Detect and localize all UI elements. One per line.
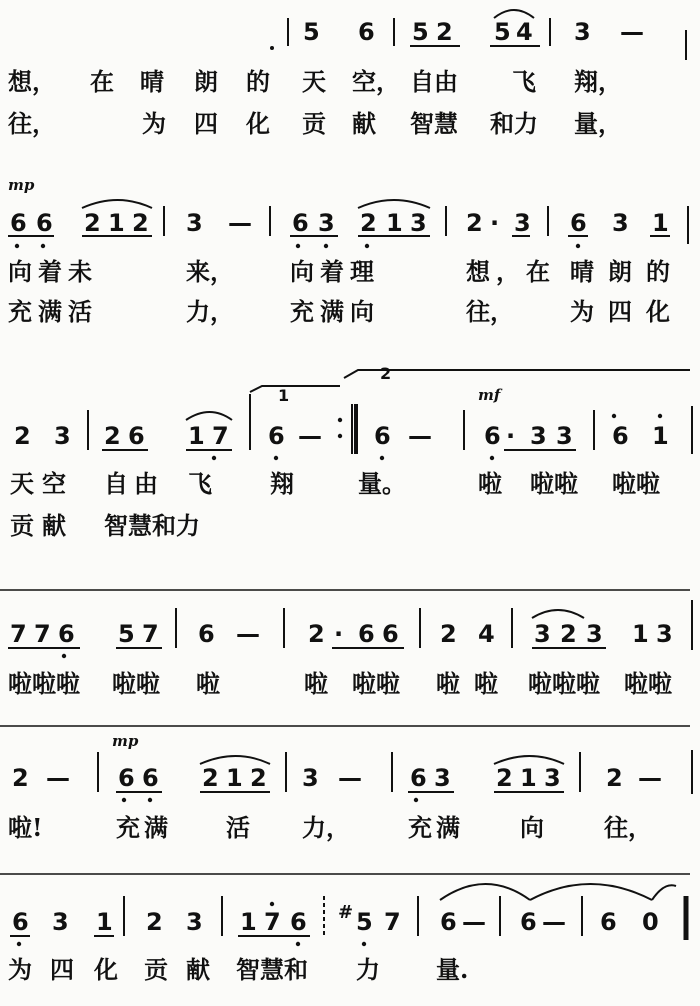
note: 3 — [54, 422, 71, 450]
lyric: 智慧和力 — [104, 511, 200, 540]
lyric: 啦啦啦 — [8, 669, 80, 698]
lyric: 量. — [436, 955, 469, 984]
lyric: 充满活 — [8, 297, 98, 326]
note: 1 — [632, 620, 649, 648]
lyric: 和力 — [490, 109, 538, 138]
note: 6 — [600, 908, 617, 936]
note: 3 — [434, 764, 451, 792]
note: 2 — [440, 620, 457, 648]
note: 3 — [534, 620, 551, 648]
lyric: 啦 — [196, 669, 220, 698]
note: 2 — [250, 764, 267, 792]
note: 6 — [612, 422, 629, 450]
lyric: 啦啦啦 — [528, 669, 600, 698]
lyric: 啦! — [8, 813, 43, 842]
lyric: 来， — [186, 257, 234, 286]
lyric: 向着理 — [290, 257, 380, 286]
note: 7 — [142, 620, 159, 648]
lyric: 向 — [520, 813, 544, 842]
note: 6 — [382, 620, 399, 648]
lyric: 晴 — [140, 67, 164, 96]
note: 2 — [560, 620, 577, 648]
lyric: 的 — [246, 67, 270, 96]
note: — — [408, 422, 432, 450]
note: 1 — [96, 908, 113, 936]
volta-2-label: 2 — [380, 364, 392, 383]
lyric: 充满 — [116, 813, 172, 842]
note: 6 — [374, 422, 391, 450]
note: 7 — [34, 620, 51, 648]
note: 2 — [308, 620, 325, 648]
note: 6 — [128, 422, 145, 450]
note: 3 — [186, 209, 203, 237]
lyric: 自由 — [410, 67, 458, 96]
note: 3 — [52, 908, 69, 936]
note: 6 — [10, 209, 27, 237]
lyric: 啦 — [304, 669, 328, 698]
note: 2 — [14, 422, 31, 450]
note: 3 — [544, 764, 561, 792]
lyric: 飞 — [188, 469, 212, 498]
note: 5 — [303, 18, 320, 46]
lyric: 贡献 — [10, 511, 74, 540]
note: 4 — [516, 18, 533, 46]
lyric: 啦 — [478, 469, 502, 498]
note: 2 — [606, 764, 623, 792]
note: 3 — [530, 422, 547, 450]
note: 6 — [292, 209, 309, 237]
note: 3 — [302, 764, 319, 792]
lyric: 在 — [90, 67, 114, 96]
lyric: 献 — [352, 109, 376, 138]
note: 6 — [118, 764, 135, 792]
dynamic-mark: mp — [8, 176, 35, 194]
lyric: 啦啦 — [112, 669, 160, 698]
note: — — [462, 908, 486, 936]
lyric: 化 — [94, 955, 118, 984]
note: 0 — [642, 908, 659, 936]
lyric: 向着未 — [8, 257, 98, 286]
note: — — [228, 209, 252, 237]
note: — — [638, 764, 662, 792]
note: 1 — [108, 209, 125, 237]
note: 2 — [12, 764, 29, 792]
lyric: 献 — [186, 955, 210, 984]
lyric: 化 — [246, 109, 270, 138]
note: — — [542, 908, 566, 936]
lyric: 四 — [50, 955, 74, 984]
note: — — [236, 620, 260, 648]
lyric: 自由 — [104, 469, 164, 498]
note: 6 — [358, 18, 375, 46]
lyric: 啦啦 — [624, 669, 672, 698]
lyric: 力， — [302, 813, 350, 842]
volta-1-label: 1 — [278, 386, 290, 405]
note: 3 — [586, 620, 603, 648]
note: 6 — [520, 908, 537, 936]
note: 2 — [84, 209, 101, 237]
note: 2 — [132, 209, 149, 237]
lyric: 贡 — [144, 955, 168, 984]
lyric: 为 — [8, 955, 32, 984]
lyric: 朗 — [194, 67, 218, 96]
note: 3 — [514, 209, 531, 237]
note: 6 — [36, 209, 53, 237]
note: 6 — [290, 908, 307, 936]
lyric: 往， — [604, 813, 652, 842]
note: 6 — [570, 209, 587, 237]
note: — — [46, 764, 70, 792]
note: 6 — [440, 908, 457, 936]
note: 7 — [264, 908, 281, 936]
lyric: 天空 — [10, 469, 74, 498]
lyric: 空， — [352, 67, 400, 96]
note: 1 — [226, 764, 243, 792]
note: 3 — [318, 209, 335, 237]
lyric: 晴朗的 — [570, 257, 684, 286]
lyric: 天 — [302, 67, 326, 96]
note: 1 — [188, 422, 205, 450]
note: 7 — [212, 422, 229, 450]
note: 6 — [268, 422, 285, 450]
note: 2 — [360, 209, 377, 237]
lyric: 力 — [356, 955, 380, 984]
dynamic-mark: mp — [112, 732, 139, 750]
lyric: 充满 — [408, 813, 464, 842]
note: — — [338, 764, 362, 792]
note: 3 — [656, 620, 673, 648]
lyric: 想， — [8, 67, 56, 96]
lyric: 为四化 — [570, 297, 684, 326]
note: 3 — [612, 209, 629, 237]
note: 6 — [358, 620, 375, 648]
lyric: 智慧 — [410, 109, 458, 138]
lyric: 量。 — [358, 469, 406, 498]
note: 5 — [412, 18, 429, 46]
note: 5 — [356, 908, 373, 936]
sharp-sign: # — [338, 902, 354, 923]
lyric: 翔， — [574, 67, 622, 96]
note: 3 — [556, 422, 573, 450]
note: 6 — [198, 620, 215, 648]
note: 7 — [384, 908, 401, 936]
note: — — [620, 18, 644, 46]
note: 6 — [58, 620, 75, 648]
note: — — [298, 422, 322, 450]
lyric: 啦啦 — [612, 469, 660, 498]
lyric: 充满向 — [290, 297, 380, 326]
note: 1 — [652, 209, 669, 237]
lyric: 翔 — [270, 469, 294, 498]
lyric: 飞 — [512, 67, 536, 96]
note: 1 — [520, 764, 537, 792]
dynamic-mark: mf — [478, 386, 501, 404]
lyric: 啦 — [474, 669, 498, 698]
lyric: 量， — [574, 109, 622, 138]
note: 6 — [484, 422, 501, 450]
note: 6 — [142, 764, 159, 792]
note: 5 — [494, 18, 511, 46]
note: 6 — [12, 908, 29, 936]
note: 3 — [186, 908, 203, 936]
note: 2 — [466, 209, 483, 237]
note: 4 — [478, 620, 495, 648]
note: 5 — [118, 620, 135, 648]
note: 3 — [574, 18, 591, 46]
lyric: 啦 — [436, 669, 460, 698]
lyric: 啦啦 — [530, 469, 578, 498]
note: 7 — [10, 620, 27, 648]
note: 3 — [410, 209, 427, 237]
lyric: 四 — [194, 109, 218, 138]
note: · — [334, 620, 344, 648]
lyric: 智慧和 — [236, 955, 308, 984]
note: 2 — [104, 422, 121, 450]
lyric: 啦啦 — [352, 669, 400, 698]
note: 1 — [386, 209, 403, 237]
lyric: 力， — [186, 297, 234, 326]
note: 1 — [652, 422, 669, 450]
note: 2 — [202, 764, 219, 792]
note: · — [490, 209, 500, 237]
lyric: 活 — [226, 813, 250, 842]
lyric: 往， — [466, 297, 514, 326]
lyric: 想，在 — [466, 257, 556, 286]
note: 1 — [240, 908, 257, 936]
lyric: 往， — [8, 109, 56, 138]
lyric: 贡 — [302, 109, 326, 138]
note: 6 — [410, 764, 427, 792]
note: 2 — [436, 18, 453, 46]
lyric: 为 — [142, 109, 166, 138]
note: 2 — [496, 764, 513, 792]
note: 2 — [146, 908, 163, 936]
note: · — [506, 422, 516, 450]
